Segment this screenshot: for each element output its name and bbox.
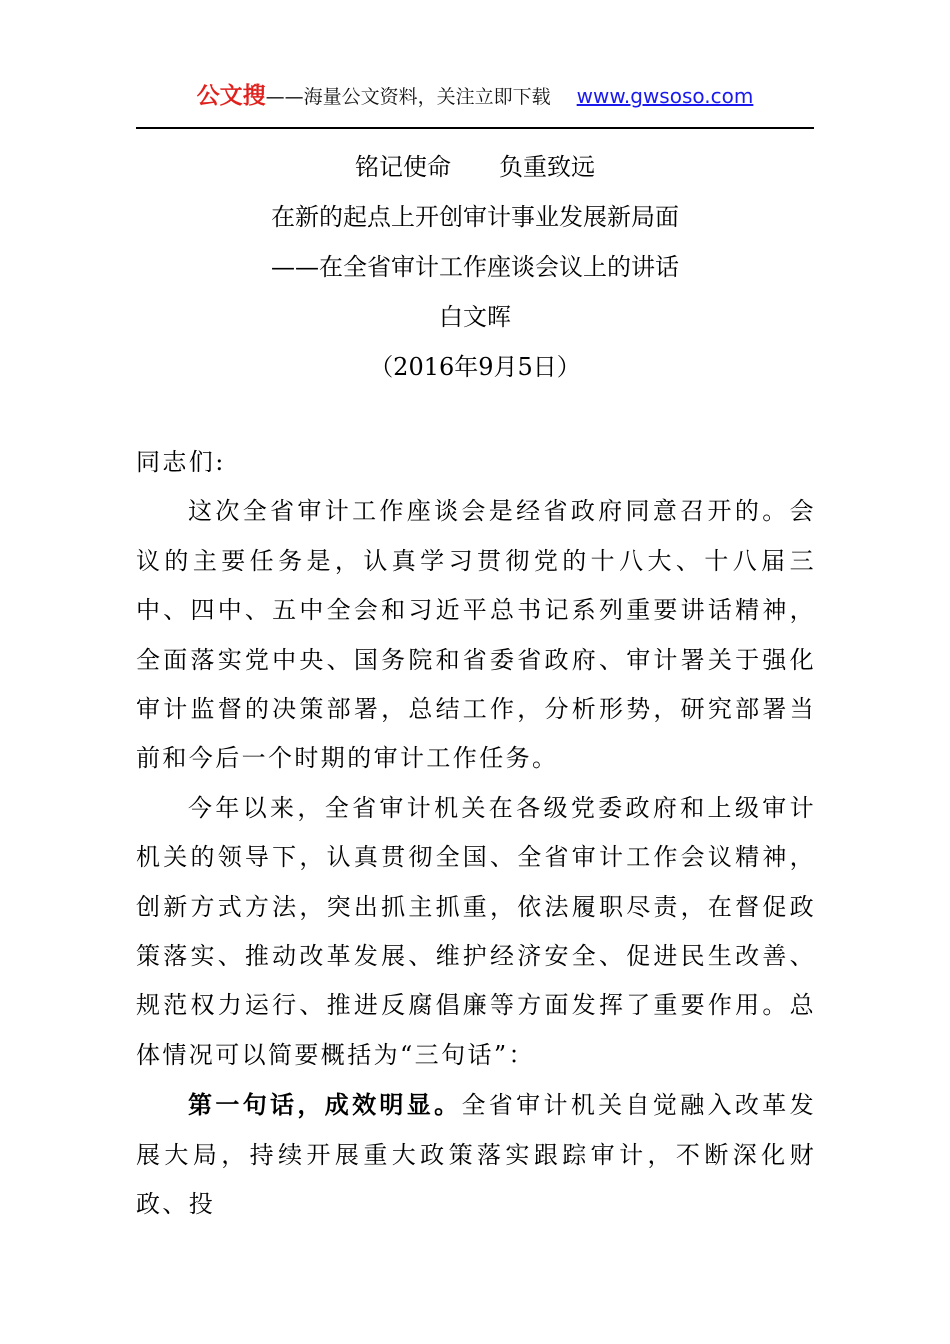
- section-one-lead: 第一句话，成效明显。: [188, 1090, 462, 1120]
- paragraph-overview: 今年以来，全省审计机关在各级党委政府和上级审计机关的领导下，认真贯彻全国、全省审计工作会议精神，创新方式方法，突出抓主抓重，依法履职尽责，在督促政策落实、推动改革发展、维护经济安全、促进民生改善、规范权力运行、推进反腐倡廉等方面发挥了重要作用。总体情况可以简要概括为“三句话”：: [136, 793, 816, 1069]
- motto-line: 铭记使命 负重致远: [355, 153, 595, 181]
- title-block: [136, 142, 814, 392]
- speech-body: [136, 438, 816, 1230]
- greeting: 同志们:: [136, 448, 226, 476]
- paragraph-section-one: [136, 1080, 816, 1229]
- header-tagline: ——海量公文资料，关注立即下载: [265, 86, 551, 108]
- paragraph-intro: 这次全省审计工作座谈会是经省政府同意召开的。会议的主要任务是，认真学习贯彻党的十八大、十八届三中、四中、五中全会和习近平总书记系列重要讲话精神，全面落实党中央、国务院和省委省政府、审计署关于强化审计监督的决策部署，总结工作，分析形势，研究部署当前和今后一个时期的审计工作任务。: [136, 497, 816, 773]
- section-one-text: 全省审计机关自觉融入改革发展大局，持续开展重大政策落实跟踪审计，不断深化财政、投: [136, 1091, 816, 1219]
- brand-logo-text: 公文搜: [196, 83, 266, 109]
- speech-date: （2016年9月5日）: [369, 353, 581, 381]
- header-divider: [136, 127, 814, 129]
- main-title: 在新的起点上开创审计事业发展新局面: [271, 203, 679, 231]
- page-header: [136, 80, 814, 116]
- author-name: 白文晖: [439, 303, 511, 331]
- website-link[interactable]: www.gwsoso.com: [576, 84, 754, 108]
- subtitle: ——在全省审计工作座谈会议上的讲话: [271, 253, 679, 281]
